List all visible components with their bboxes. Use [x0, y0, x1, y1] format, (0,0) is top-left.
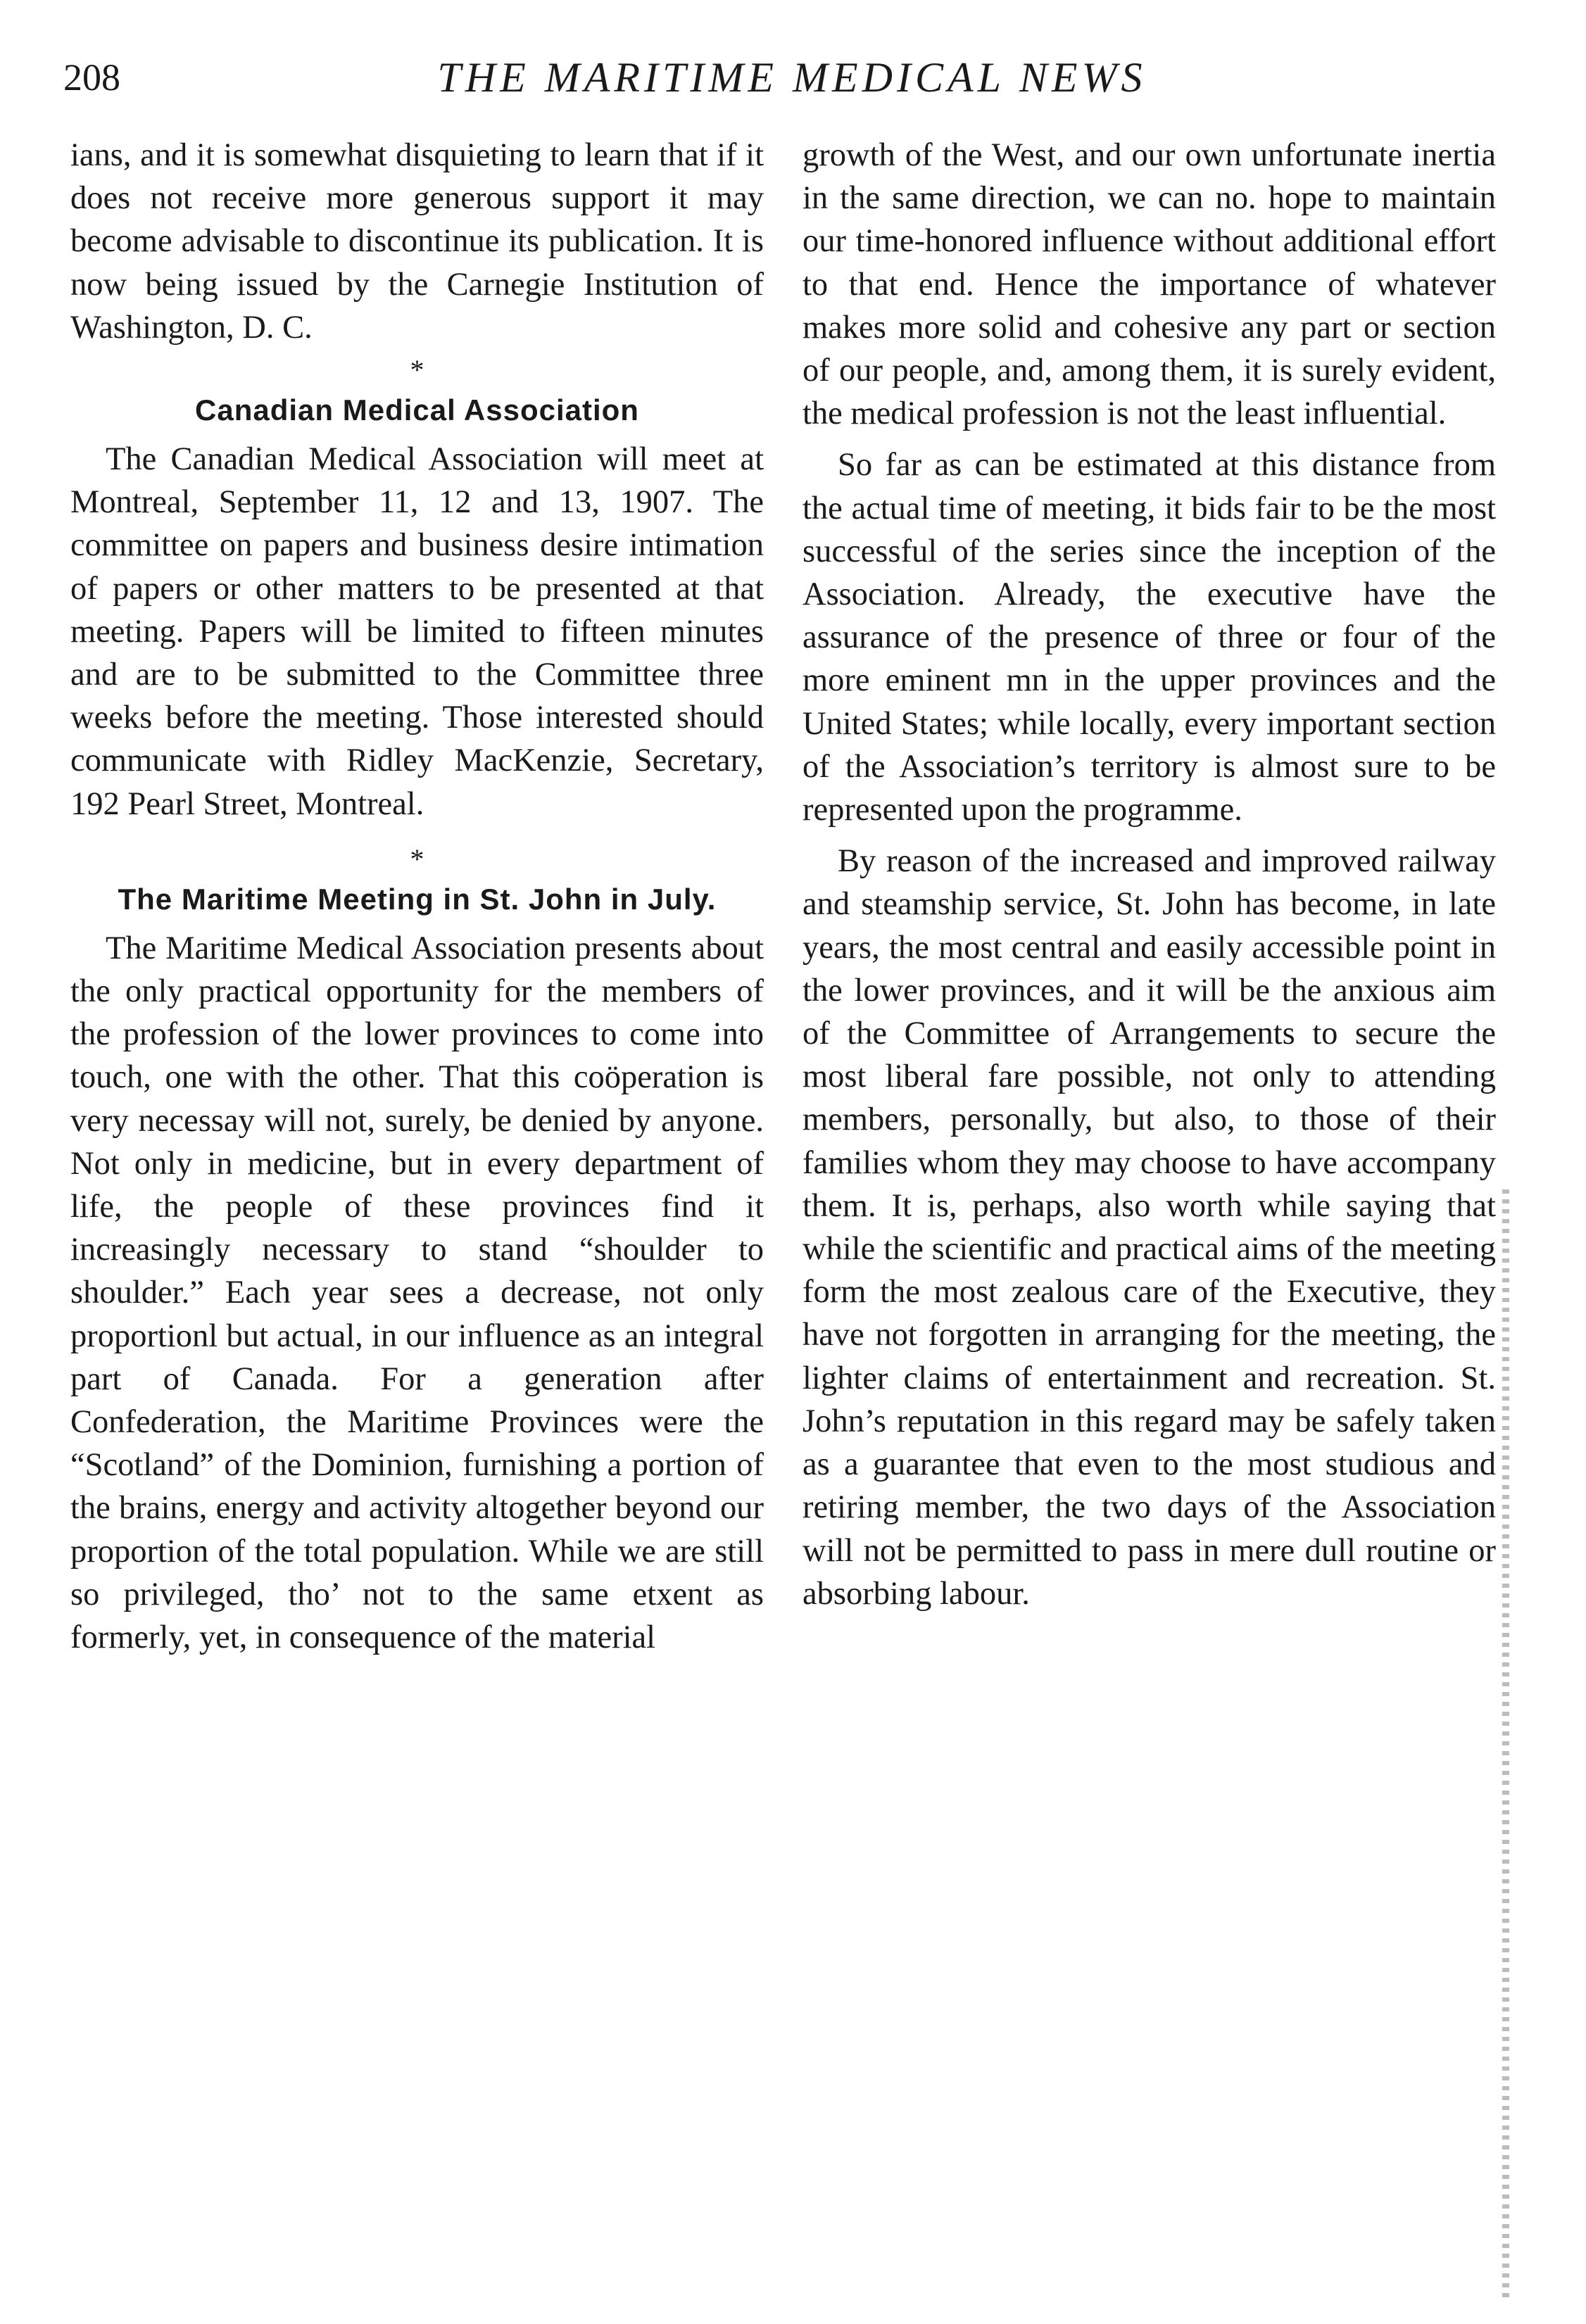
section-divider-asterism: *	[410, 354, 424, 386]
section-divider-asterism: *	[410, 842, 424, 875]
meeting-prospects-paragraph: So far as can be estimated at this distance from the actual time of meeting, it bids fair to be the most successful of the series since the inception of the Association. Already, the executive have the assurance of the presence of three or four of the more eminent mn in the upper provinces and the United States; while locally, every important section of the Association’s territory is almost sure to be represented upon the programme.	[803, 447, 1496, 828]
section-heading-canadian-medical-association: Canadian Medical Association	[195, 393, 639, 427]
maritime-meeting-paragraph: The Maritime Medical Association presents about the only practical opportunity for the members of the profession of the lower provinces to come into touch, one with the other. That this coöperation is very necessay will not, surely, be denied by anyone. Not only in medicine, but in every department of life, the people of these provinces find it increasingly necessary to stand “shoulder to shoulder.” Each year sees a decrease, not only proportionl but actual, in our influence as an integral part of Canada. For a generation after Confederation, the Maritime Provinces were the “Scotland” of the Dominion, furnishing a portion of the brains, energy and activity altogether beyond our proportion of the total population. While we are still so privileged, tho’ not to the same etxent as formerly, yet, in consequence of the material	[70, 930, 764, 1656]
section-heading-maritime-meeting: The Maritime Meeting in St. John in July.	[118, 882, 717, 916]
page-number: 208	[63, 56, 120, 99]
page-header	[63, 49, 1521, 106]
continued-paragraph: ians, and it is somewhat disquieting to learn that if it does not receive more generous support it may become advisable to discontinue its publication. It is now being issued by the Carnegie Institution of Washington, D. C.	[70, 137, 764, 346]
travel-and-entertainment-paragraph: By reason of the increased and improved railway and steamship service, St. John has become, in late years, the most central and easily accessible point in the lower provinces, and it will be the anxious aim of the Committee of Arrangements to secure the most liberal fare possible, not only to attending members, personally, but also, to those of their families whom they may choose to have accompany them. It is, perhaps, also worth while saying that while the scientific and practical aims of the meeting form the most zealous care of the Executive, they have not forgotten in arranging for the meeting, the lighter claims of entertainment and recreation. St. John’s reputation in this regard may be safely taken as a guarantee that even to the most studious and retiring member, the two days of the Association will not be permitted to pass in mere dull routine or absorbing labour.	[803, 843, 1496, 1612]
running-title: THE MARITIME MEDICAL NEWS	[437, 54, 1147, 101]
left-column	[70, 134, 764, 1659]
continued-paragraph: growth of the West, and our own unfortunate inertia in the same direction, we can no. hope to maintain our time-honored influence without additional effort to that end. Hence the importance of whatever makes more solid and cohesive any part or section of our people, and, among them, it is surely evident, the medical profession is not the least influential.	[803, 137, 1496, 432]
right-column	[803, 134, 1496, 1615]
scan-edge-mark	[1502, 1189, 1509, 2301]
canadian-medical-association-paragraph: The Canadian Medical Association will meet at Montreal, September 11, 12 and 13, 1907. The committee on papers and business desire intimation of papers or other matters to be presented at that meeting. Papers will be limited to fifteen minutes and are to be submitted to the Committee three weeks before the meeting. Those interested should communicate with Ridley MacKenzie, Secretary, 192 Pearl Street, Montreal.	[70, 441, 764, 822]
